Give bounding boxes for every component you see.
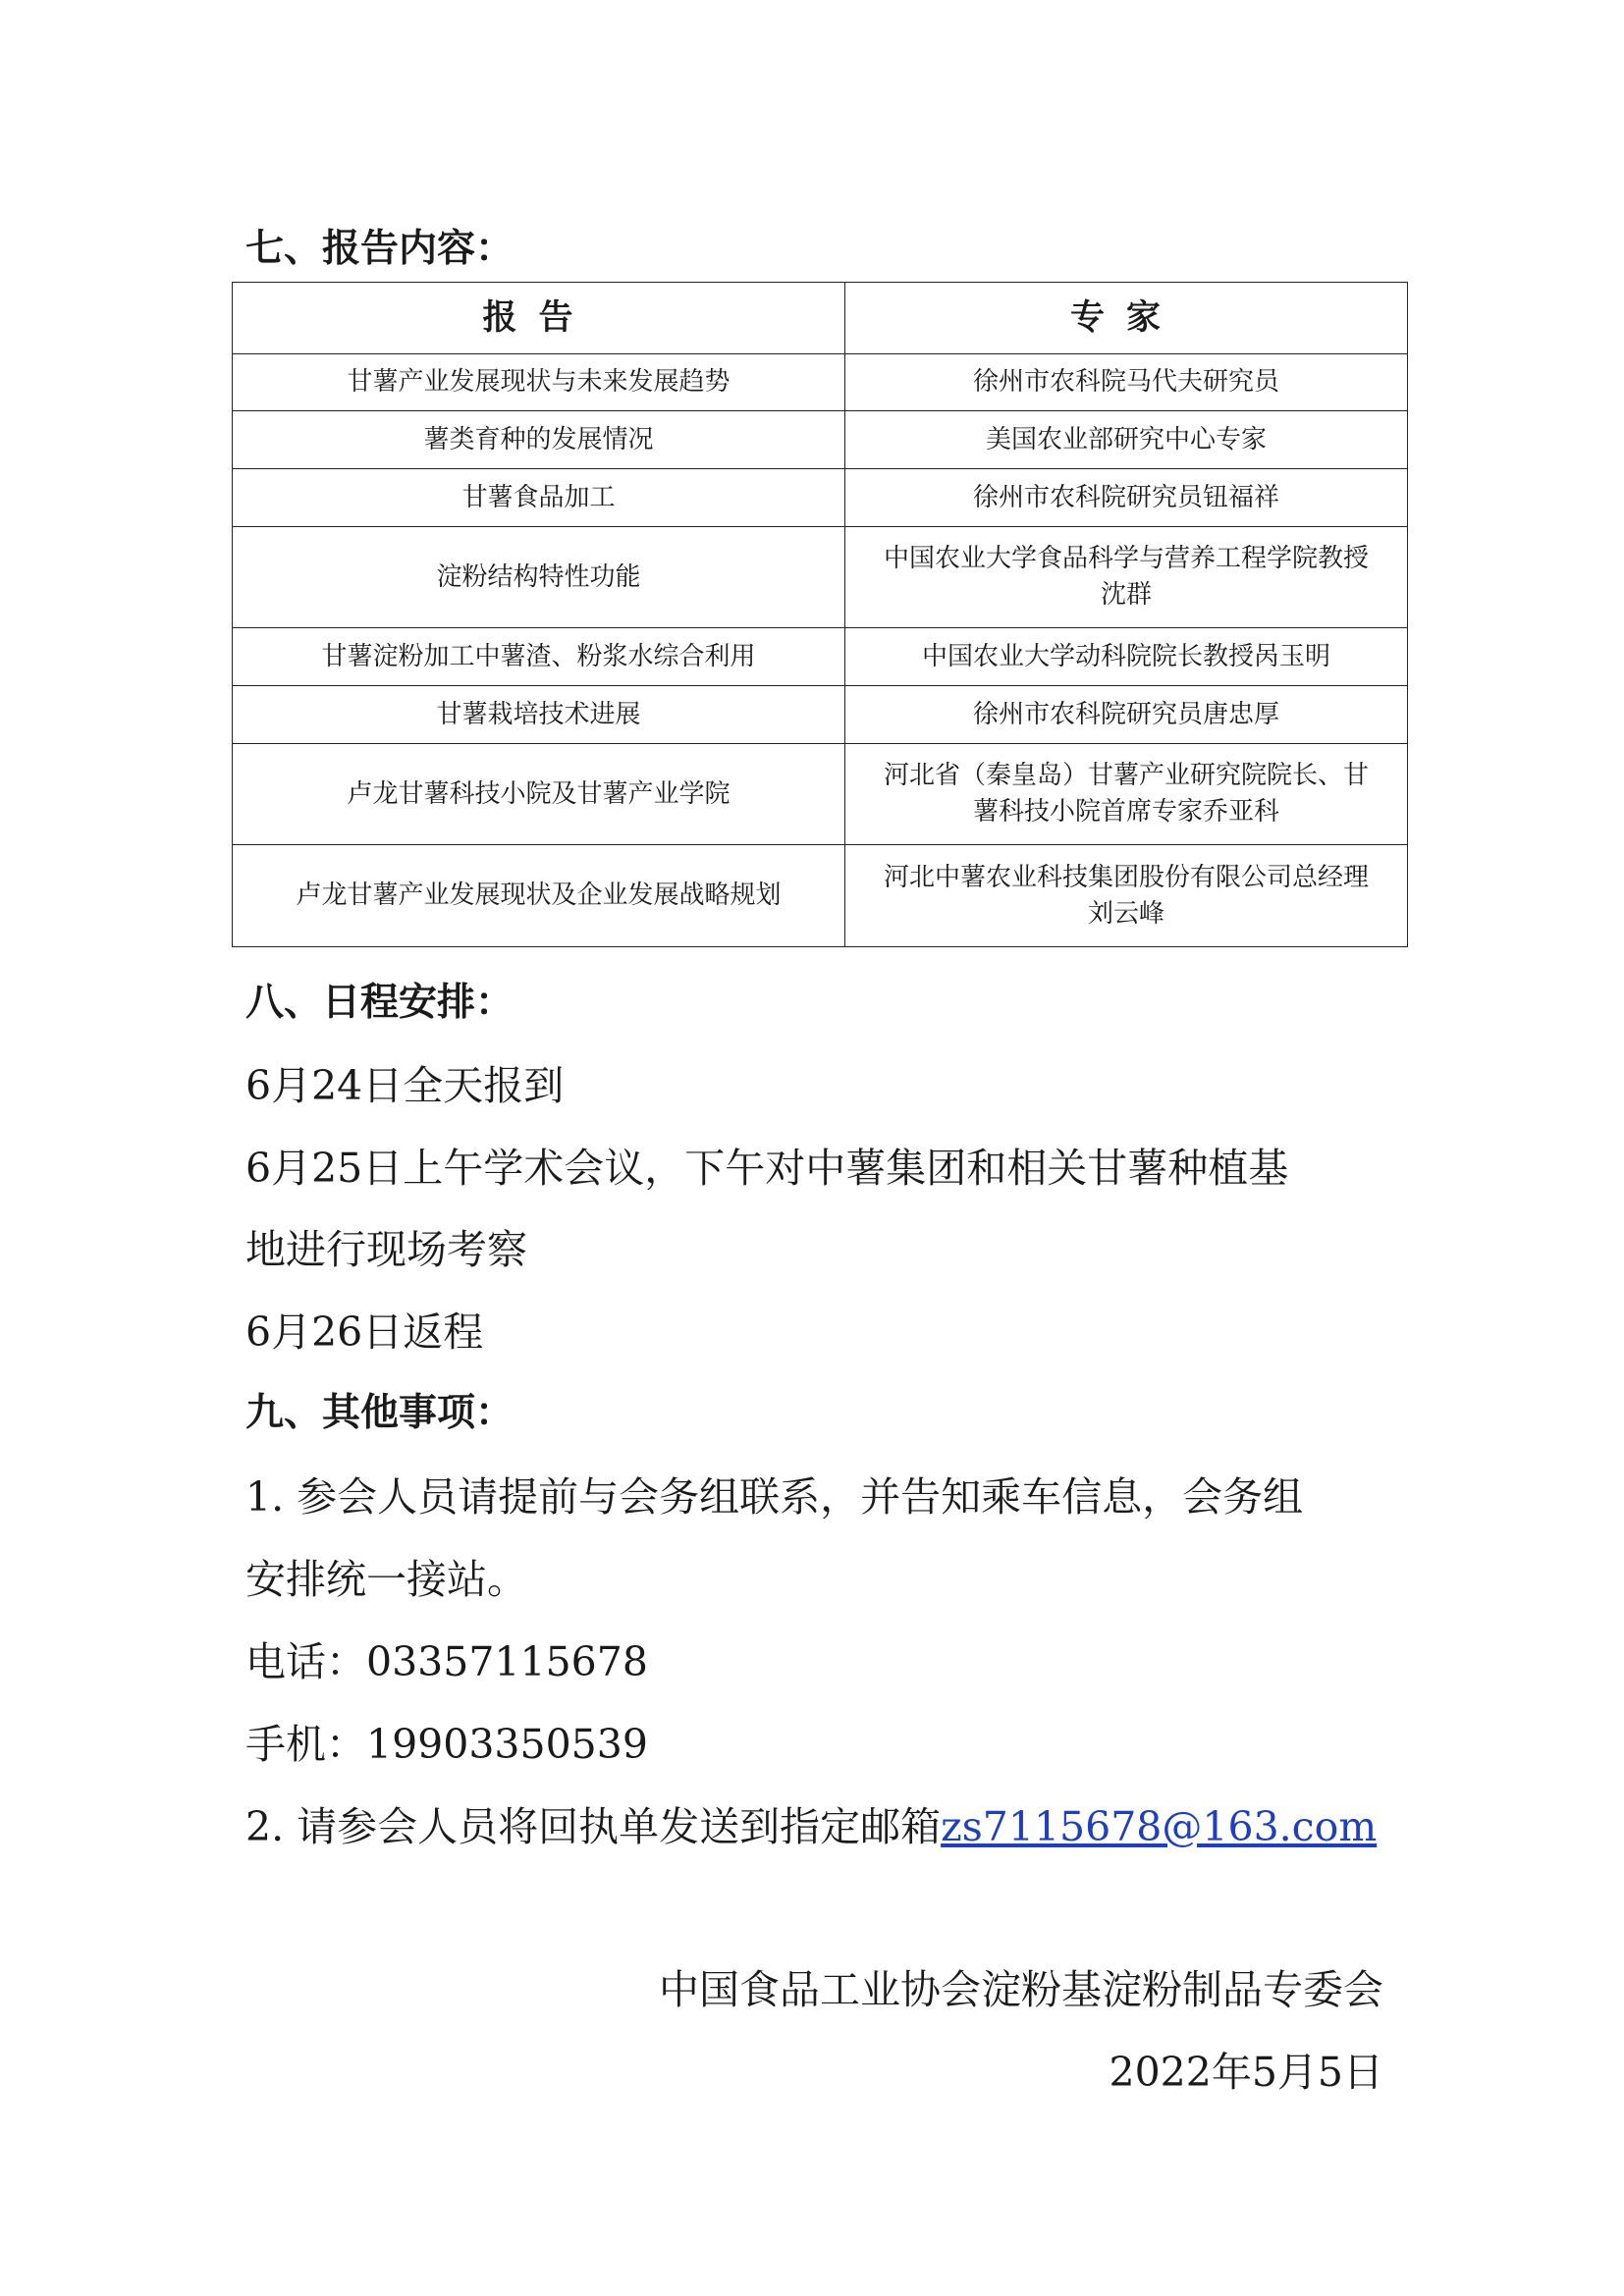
expert-cell (845, 686, 1408, 744)
report-title-cell: 卢龙甘薯科技小院及甘薯产业学院 (233, 744, 845, 845)
report-title-cell: 淀粉结构特性功能 (233, 527, 845, 628)
expert-line: 薯科技小院首席专家乔亚科 (972, 797, 1279, 827)
expert-line: 中国农业大学食品科学与营养工程学院教授 (883, 544, 1369, 573)
section-heading-reports: 七、报告内容： (245, 227, 514, 271)
schedule-day1: 6月24日全天报到 (245, 1062, 565, 1109)
report-title-cell: 甘薯栽培技术进展 (233, 686, 845, 744)
report-table (232, 282, 1408, 947)
schedule-day2-line2: 地进行现场考察 (245, 1226, 527, 1273)
section-heading-other: 九、其他事项： (245, 1391, 514, 1435)
report-title-cell: 甘薯淀粉加工中薯渣、粉浆水综合利用 (233, 628, 845, 686)
other-item2-text: 2. 请参会人员将回执单发送到指定邮箱 (245, 1803, 942, 1850)
expert-line: 中国农业大学动科院院长教授呙玉明 (921, 641, 1330, 671)
report-title-cell: 甘薯食品加工 (233, 469, 845, 527)
expert-cell (845, 744, 1408, 845)
expert-line: 河北省（秦皇岛）甘薯产业研究院院长、甘 (883, 761, 1369, 790)
expert-line: 河北中薯农业科技集团股份有限公司总经理 (883, 862, 1369, 892)
table-row (233, 469, 1408, 527)
table-row (233, 411, 1408, 469)
table-row (233, 845, 1408, 947)
expert-line: 徐州市农科院马代夫研究员 (972, 367, 1279, 397)
expert-line: 沈群 (1100, 580, 1152, 610)
other-item1-line1: 1. 参会人员请提前与会务组联系，并告知乘车信息，会务组 (245, 1473, 1304, 1521)
contact-mobile: 手机：19903350539 (245, 1721, 648, 1768)
table-row (233, 628, 1408, 686)
other-item2 (245, 1799, 1377, 1854)
report-title-cell: 卢龙甘薯产业发展现状及企业发展战略规划 (233, 845, 845, 947)
footer-organization: 中国食品工业协会淀粉基淀粉制品专委会 (659, 1966, 1383, 2013)
report-title-cell: 薯类育种的发展情况 (233, 411, 845, 469)
schedule-day2-line1: 6月25日上午学术会议，下午对中薯集团和相关甘薯种植基 (245, 1145, 1289, 1192)
table-row (233, 354, 1408, 411)
email-link[interactable]: zs7115678@163.com (941, 1803, 1378, 1850)
table-header-report: 报告 (233, 283, 845, 354)
expert-cell (845, 845, 1408, 947)
expert-cell (845, 628, 1408, 686)
expert-cell (845, 469, 1408, 527)
table-row (233, 527, 1408, 628)
section-heading-schedule: 八、日程安排： (245, 981, 514, 1025)
expert-cell (845, 411, 1408, 469)
report-title-cell: 甘薯产业发展现状与未来发展趋势 (233, 354, 845, 411)
table-header-expert: 专家 (845, 283, 1408, 354)
expert-line: 徐州市农科院研究员钮福祥 (972, 482, 1279, 512)
table-row (233, 744, 1408, 845)
expert-line: 徐州市农科院研究员唐忠厚 (972, 699, 1279, 729)
table-row (233, 686, 1408, 744)
schedule-day3: 6月26日返程 (245, 1308, 484, 1356)
other-item1-line2: 安排统一接站。 (245, 1556, 527, 1603)
expert-cell (845, 527, 1408, 628)
expert-cell (845, 354, 1408, 411)
expert-line: 刘云峰 (1087, 898, 1164, 929)
contact-phone: 电话：03357115678 (245, 1638, 648, 1685)
report-table-body (233, 354, 1408, 947)
expert-line: 美国农业部研究中心专家 (985, 424, 1267, 454)
footer-date: 2022年5月5日 (1109, 2049, 1383, 2096)
